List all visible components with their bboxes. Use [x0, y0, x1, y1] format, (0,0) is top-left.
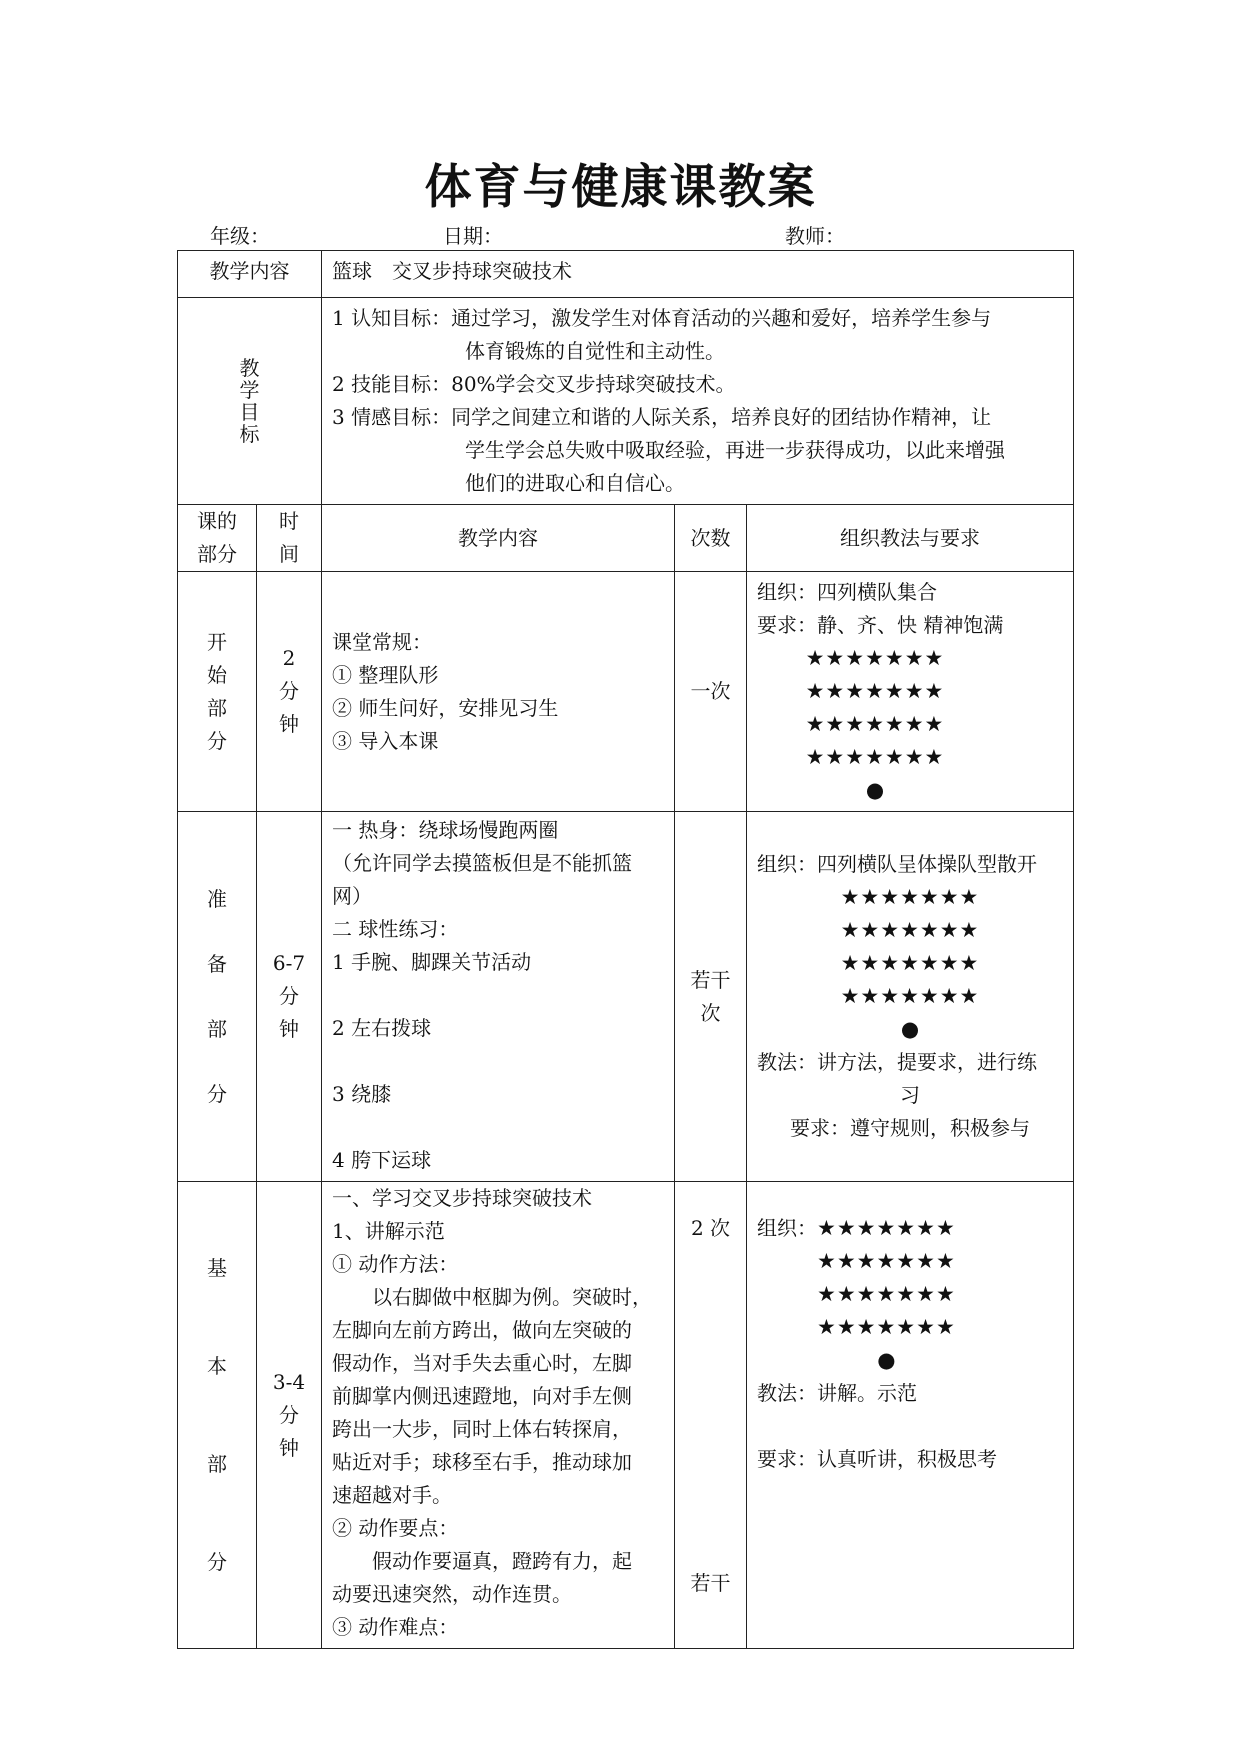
- lesson-plan-table: [177, 250, 1074, 1649]
- formation-stars: ★★★★★★★: [840, 885, 980, 909]
- header-method: 组织教法与要求: [747, 505, 1074, 572]
- section-time: 6-7 分 钟: [257, 812, 322, 1182]
- formation-stars: ★★★★★★★: [840, 984, 980, 1008]
- formation-stars: ★★★★★★★: [805, 712, 945, 736]
- section-start: [178, 572, 1074, 812]
- section-content: 一、学习交叉步持球突破技术 1、讲解示范 ① 动作方法： 以右脚做中枢脚为例。突破时， 左脚向左前方跨出，做向左突破的 假动作，当对手失去重心时，左脚 前脚掌内侧迅速蹬地，向对手左侧 跨出一大步，同时上体右转探肩， 贴近对手；球移至右手，推动球加 速超越对手。 ② 动作要点： 假动作要逼真，蹬跨有力，起 动要迅速突然，动作连贯。 ③ 动作难点：: [322, 1182, 675, 1649]
- section-method: 组织：四列横队集合 要求：静、齐、快 精神饱满 ★★★★★★★ ★★★★★★★ ★★★★★★★ ★★★★★★★ ●: [747, 572, 1074, 812]
- section-time: 2 分 钟: [257, 572, 322, 812]
- formation-stars: ★★★★★★★: [805, 679, 945, 703]
- header-time: 时 间: [257, 505, 322, 572]
- goals-label-char: 教: [239, 356, 260, 380]
- content-label: 教学内容: [178, 251, 322, 298]
- goals-label: [178, 298, 322, 505]
- content-row: [178, 251, 1074, 298]
- teacher-dot: ●: [900, 1017, 920, 1041]
- section-basic: [178, 1182, 1074, 1649]
- goals-label-char: 标: [239, 422, 260, 446]
- page-title: 体育与健康课教案: [424, 160, 817, 215]
- section-prep: [178, 812, 1074, 1182]
- section-count: 2 次 若干: [675, 1182, 747, 1649]
- date-label: 日期：: [443, 224, 503, 248]
- formation-stars: ★★★★★★★: [805, 745, 945, 769]
- header-count: 次数: [675, 505, 747, 572]
- section-content: 课堂常规： ① 整理队形 ② 师生问好，安排见习生 ③ 导入本课: [322, 572, 675, 812]
- formation-stars: ★★★★★★★: [817, 1315, 956, 1339]
- goals-label-char: 学: [239, 378, 260, 402]
- grade-label: 年级：: [210, 224, 270, 248]
- section-part: 开 始 部 分: [178, 572, 257, 812]
- header-part: 课的 部分: [178, 505, 257, 572]
- header-content: 教学内容: [322, 505, 675, 572]
- teacher-dot: ●: [877, 1348, 896, 1372]
- goals-label-char: 目: [239, 400, 260, 424]
- formation-stars: ★★★★★★★: [805, 646, 945, 670]
- section-count: 若干 次: [675, 812, 747, 1182]
- formation-stars: ★★★★★★★: [817, 1282, 956, 1306]
- formation-stars: ★★★★★★★: [840, 951, 980, 975]
- section-part: 准 备 部 分: [178, 812, 257, 1182]
- formation-stars: ★★★★★★★: [840, 918, 980, 942]
- formation-stars: ★★★★★★★: [817, 1249, 956, 1273]
- section-method: 组织： ★★★★★★★ ★★★★★★★ ★★★★★★★ ★★★★★★★ ● 教法：讲解。示范 要求：认真听讲，积极思考: [747, 1182, 1074, 1649]
- section-content: 一 热身：绕球场慢跑两圈 （允许同学去摸篮板但是不能抓篮 网） 二 球性练习： 1 手腕、脚踝关节活动 2 左右拨球 3 绕膝 4 胯下运球: [322, 812, 675, 1182]
- content-value: 篮球 交叉步持球突破技术: [322, 251, 1074, 298]
- teacher-label: 教师：: [785, 224, 845, 248]
- section-time: 3-4 分 钟: [257, 1182, 322, 1649]
- section-method: 组织：四列横队呈体操队型散开 ★★★★★★★ ★★★★★★★ ★★★★★★★ ★★★★★★★ ● 教法：讲方法，提要求，进行练 习 要求：遵守规则，积极参与: [747, 812, 1074, 1182]
- formation-stars: ★★★★★★★: [817, 1216, 956, 1240]
- section-part: 基 本 部 分: [178, 1182, 257, 1649]
- goal-item: 3 情感目标：同学之间建立和谐的人际关系，培养良好的团结协作精神，让: [332, 405, 992, 429]
- goal-item: 1 认知目标：通过学习，激发学生对体育活动的兴趣和爱好，培养学生参与: [332, 306, 992, 330]
- goals-row: [178, 298, 1074, 505]
- goal-item: 2 技能目标：80%学会交叉步持球突破技术。: [332, 372, 736, 396]
- goals-list: 1 认知目标：通过学习，激发学生对体育活动的兴趣和爱好，培养学生参与 体育锻炼的自觉性和主动性。 2 技能目标：80%学会交叉步持球突破技术。 3 情感目标：同学之间建立和谐的人际关系，培养良好的团结协作精神，让 学生学会总失败中吸取经验，再进一步获得成功，以此来增强 他们的进取心和自信心。: [322, 298, 1074, 505]
- teacher-dot: ●: [865, 778, 885, 802]
- header-row: [178, 505, 1074, 572]
- section-count: 一次: [675, 572, 747, 812]
